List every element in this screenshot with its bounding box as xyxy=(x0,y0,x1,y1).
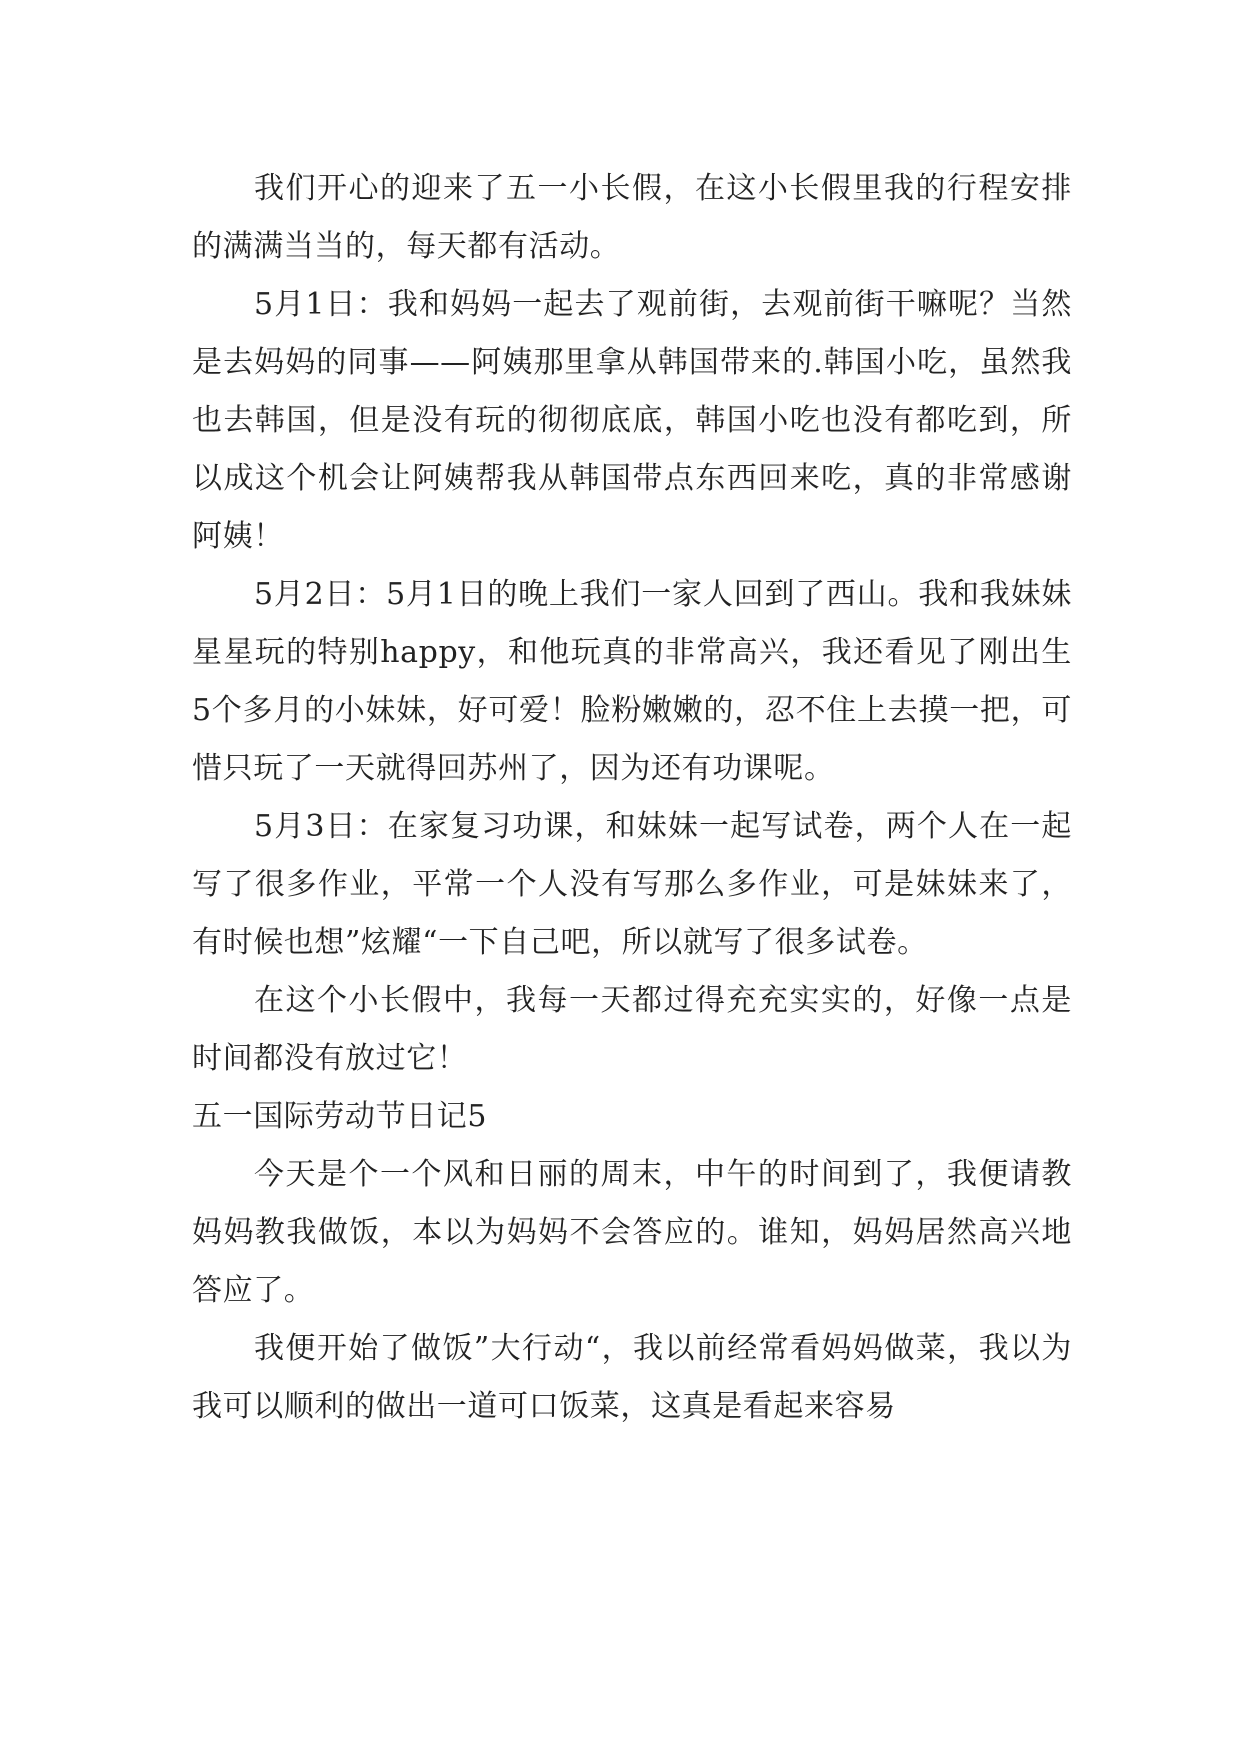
paragraph-may-1: 5月1日：我和妈妈一起去了观前街，去观前街干嘛呢？当然是去妈妈的同事——阿姨那里拿从韩国带来的.韩国小吃，虽然我也去韩国，但是没有玩的彻彻底底，韩国小吃也没有都吃到，所以成这个机会让阿姨帮我从韩国带点东西回来吃，真的非常感谢阿姨！ xyxy=(192,287,1072,554)
paragraph-summary: 在这个小长假中，我每一天都过得充充实实的，好像一点是时间都没有放过它！ xyxy=(192,983,1072,1076)
paragraph-may-2: 5月2日：5月1日的晚上我们一家人回到了西山。我和我妹妹星星玩的特别happy，和他玩真的非常高兴，我还看见了刚出生5个多月的小妹妹，好可爱！脸粉嫩嫩的，忍不住上去摸一把，可惜只玩了一天就得回苏州了，因为还有功课呢。 xyxy=(192,577,1072,786)
paragraph-diary5-2: 我便开始了做饭”大行动“，我以前经常看妈妈做菜，我以为我可以顺利的做出一道可口饭菜，这真是看起来容易 xyxy=(192,1331,1072,1424)
document-body xyxy=(192,160,1072,1436)
paragraph-intro: 我们开心的迎来了五一小长假，在这小长假里我的行程安排的满满当当的，每天都有活动。 xyxy=(192,171,1072,264)
paragraph-may-3: 5月3日：在家复习功课，和妹妹一起写试卷，两个人在一起写了很多作业，平常一个人没有写那么多作业，可是妹妹来了，有时候也想”炫耀“一下自己吧，所以就写了很多试卷。 xyxy=(192,809,1072,960)
section-heading: 五一国际劳动节日记5 xyxy=(192,1099,488,1134)
paragraph-diary5-1: 今天是个一个风和日丽的周末，中午的时间到了，我便请教妈妈教我做饭，本以为妈妈不会答应的。谁知，妈妈居然高兴地答应了。 xyxy=(192,1157,1072,1308)
